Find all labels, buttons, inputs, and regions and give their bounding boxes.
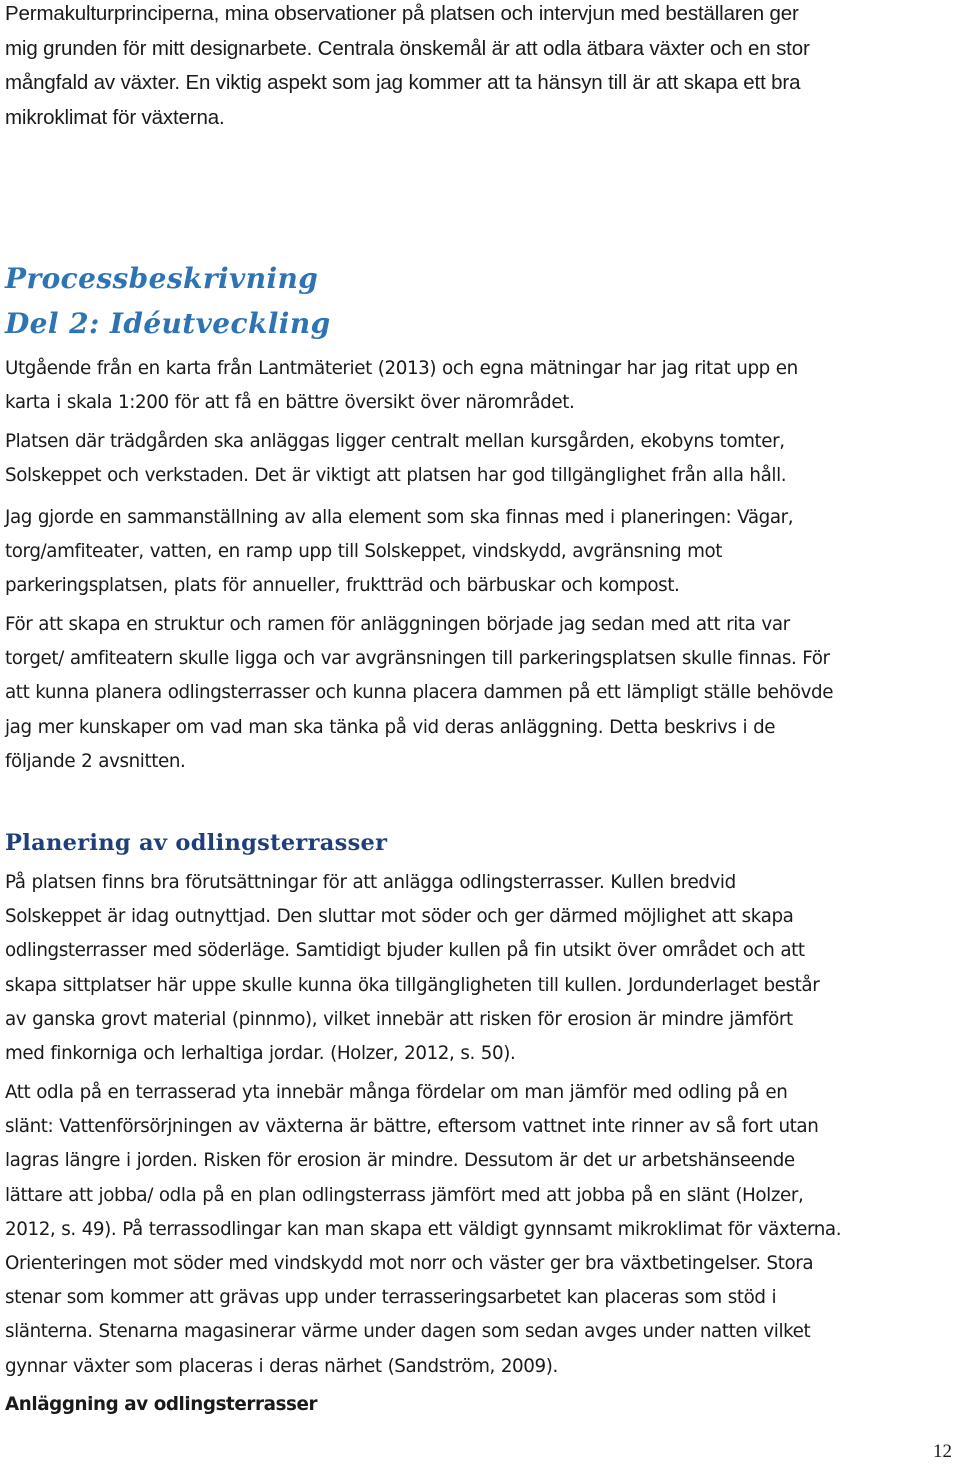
text-line: mig grunden för mitt designarbete. Centrala önskemål är att odla ätbara växter och en stor [5, 36, 810, 60]
text-line: Solskeppet är idag outnyttjad. Den sluttar mot söder och ger därmed möjlighet att skapa [5, 906, 794, 928]
text-line: parkeringsplatsen, plats för annueller, fruktträd och bärbuskar och kompost. [5, 575, 680, 597]
intro-paragraph [5, 0, 950, 135]
text-line: Platsen där trädgården ska anläggas ligger centralt mellan kursgården, ekobyns tomter, [5, 431, 785, 452]
text-line: Utgående från en karta från Lantmäteriet (2013) och egna mätningar har jag ritat upp en [5, 358, 798, 379]
text-line: karta i skala 1:200 för att få en bättre översikt över närområdet. [5, 392, 575, 414]
text-line: Permakulturprinciperna, mina observationer på platsen och intervjun med beställaren ger [5, 2, 799, 25]
text-line: stenar som kommer att grävas upp under terrasseringsarbetet kan placeras som stöd i [5, 1287, 777, 1309]
process-paragraph-2 [5, 425, 955, 493]
text-line: av ganska grovt material (pinnmo), vilket innebär att risken för erosion är mindre jämfört [5, 1008, 793, 1030]
text-line: lagras längre i jorden. Risken för erosion är mindre. Dessutom är det ur arbetshänseende [5, 1150, 795, 1172]
heading-line-title: Processbeskrivning [5, 262, 319, 295]
planning-paragraph-2 [5, 1076, 955, 1384]
text-line: Att odla på en terrasserad yta innebär många fördelar om man jämför med odling på en [5, 1082, 788, 1103]
text-line: Solskeppet och verkstaden. Det är viktigt att platsen har god tillgänglighet från alla håll. [5, 465, 787, 487]
text-line: torget/ amfiteatern skulle ligga och var avgränsningen till parkeringsplatsen skulle finnas. För [5, 648, 830, 670]
text-line: att kunna planera odlingsterrasser och kunna placera dammen på ett lämpligt ställe behövde [5, 682, 834, 704]
text-line: Orienteringen mot söder med vindskydd mot norr och väster ger bra växtbetingelser. Stora [5, 1253, 814, 1275]
planning-paragraph-1 [5, 866, 955, 1071]
text-line: slänterna. Stenarna magasinerar värme under dagen som sedan avges under natten vilket [5, 1321, 811, 1343]
text-line: På platsen finns bra förutsättningar för att anlägga odlingsterrasser. Kullen bredvid [5, 872, 736, 893]
section-heading-process [5, 256, 331, 346]
process-paragraph-4 [5, 608, 955, 779]
text-line: jag mer kunskaper om vad man ska tänka på vid deras anläggning. Detta beskrivs i de [5, 716, 776, 738]
process-paragraph-1 [5, 352, 955, 420]
text-line: lättare att jobba/ odla på en plan odlingsterrass jämfört med att jobba på en slänt (Holzer, [5, 1184, 804, 1206]
process-paragraph-3 [5, 501, 955, 604]
section-heading-planning: Planering av odlingsterrasser [5, 830, 388, 856]
text-line: odlingsterrasser med söderläge. Samtidigt bjuder kullen på fin utsikt över området och att [5, 940, 805, 962]
text-line: För att skapa en struktur och ramen för anläggningen började jag sedan med att rita var [5, 614, 790, 635]
text-line: med finkorniga och lerhaltiga jordar. (Holzer, 2012, s. 50). [5, 1043, 516, 1065]
text-line: Jag gjorde en sammanställning av alla element som ska finnas med i planeringen: Vägar, [5, 507, 794, 528]
subheading-construction: Anläggning av odlingsterrasser [5, 1394, 318, 1415]
text-line: torg/amfiteater, vatten, en ramp upp till Solskeppet, vindskydd, avgränsning mot [5, 541, 723, 563]
text-line: 2012, s. 49). På terrassodlingar kan man skapa ett väldigt gynnsamt mikroklimat för växterna. [5, 1218, 842, 1240]
text-line: slänt: Vattenförsörjningen av växterna är bättre, eftersom vattnet inte rinner av så fort utan [5, 1116, 819, 1138]
page-number: 12 [933, 1441, 952, 1462]
text-line: mångfald av växter. En viktig aspekt som jag kommer att ta hänsyn till är att skapa ett bra [5, 71, 801, 95]
text-line: följande 2 avsnitten. [5, 750, 186, 772]
text-line: skapa sittplatser här uppe skulle kunna öka tillgängligheten till kullen. Jordunderlaget består [5, 974, 820, 996]
heading-line-subtitle: Del 2: Idéutveckling [5, 307, 331, 340]
text-line: gynnar växter som placeras i deras närhet (Sandström, 2009). [5, 1355, 558, 1377]
text-line: mikroklimat för växterna. [5, 105, 225, 129]
